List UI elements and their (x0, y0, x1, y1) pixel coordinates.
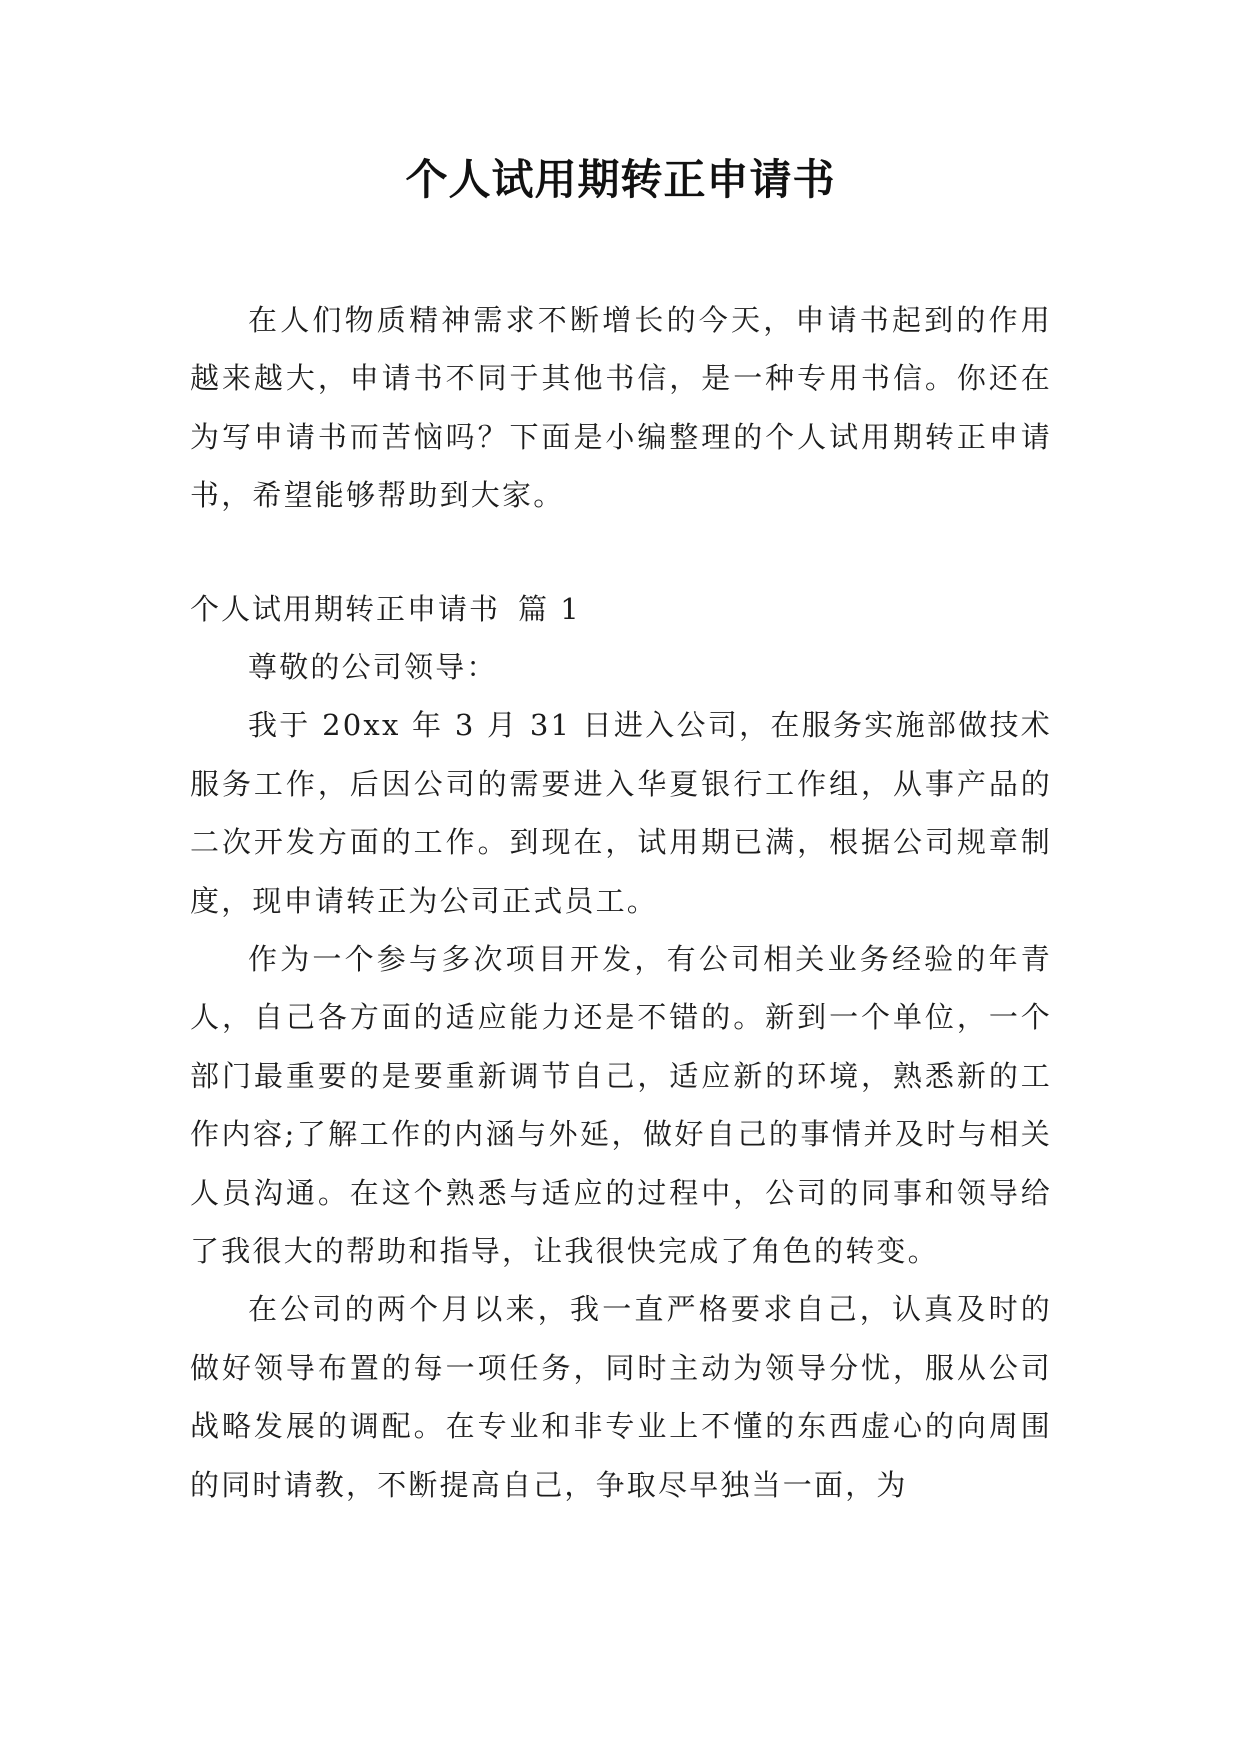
section-heading-part: 篇 1 (518, 592, 581, 626)
letter-body (190, 638, 1052, 1514)
document-title: 个人试用期转正申请书 (405, 155, 836, 204)
intro-section (190, 291, 1052, 525)
letter-paragraph: 作为一个参与多次项目开发，有公司相关业务经验的年青人，自己各方面的适应能力还是不错的。新到一个单位，一个部门最重要的是要重新调节自己，适应新的环境，熟悉新的工作内容;了解工作的内涵与外延，做好自己的事情并及时与相关人员沟通。在这个熟悉与适应的过程中，公司的同事和领导给了我很大的帮助和指导，让我很快完成了角色的转变。 (190, 942, 1052, 1269)
section-heading-title: 个人试用期转正申请书 (190, 592, 501, 626)
letter-paragraph: 在公司的两个月以来，我一直严格要求自己，认真及时的做好领导布置的每一项任务，同时主动为领导分忧，服从公司战略发展的调配。在专业和非专业上不懂的东西虚心的向周围的同时请教，不断提高自己，争取尽早独当一面，为 (190, 1292, 1052, 1502)
letter-salutation: 尊敬的公司领导： (248, 650, 498, 684)
section-heading (190, 580, 581, 638)
letter-paragraph: 我于 20xx 年 3 月 31 日进入公司，在服务实施部做技术服务工作，后因公司的需要进入华夏银行工作组，从事产品的二次开发方面的工作。到现在，试用期已满，根据公司规章制度，现申请转正为公司正式员工。 (190, 708, 1052, 918)
intro-paragraph: 在人们物质精神需求不断增长的今天，申请书起到的作用越来越大，申请书不同于其他书信，是一种专用书信。你还在为写申请书而苦恼吗？下面是小编整理的个人试用期转正申请书，希望能够帮助到大家。 (190, 303, 1052, 513)
